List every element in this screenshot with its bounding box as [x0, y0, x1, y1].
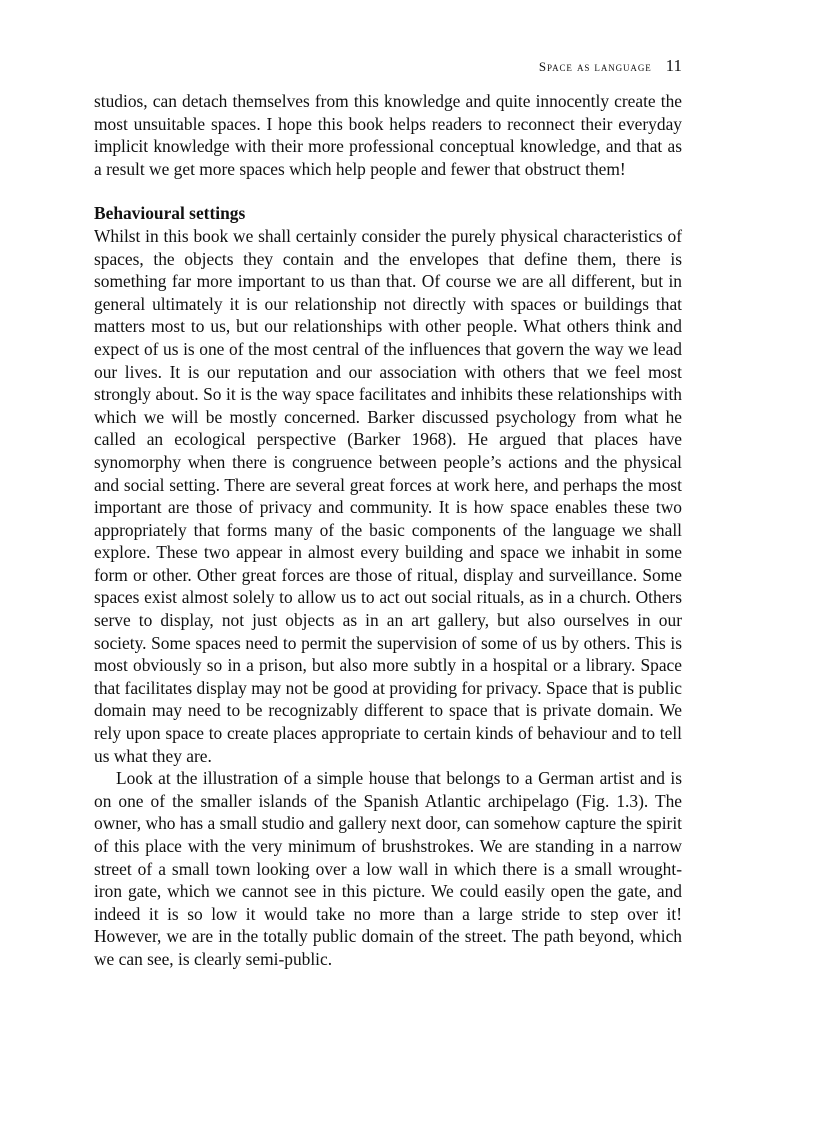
running-head — [539, 56, 682, 76]
body-text — [94, 90, 682, 971]
paragraph-illustration: Look at the illustration of a simple house that belongs to a German artist and is on one of the smaller islands of the Spanish Atlantic archipelago (Fig. 1.3). The owner, who has a small studio and gallery next door, can somehow capture the spirit of this place with the very minimum of brushstrokes. We are standing in a narrow street of a small town looking over a low wall in which there is a small wrought-iron gate, which we cannot see in this picture. We could easily open the gate, and indeed it is so low it would take no more than a large stride to step over it! However, we are in the totally public domain of the street. The path beyond, which we can see, is clearly semi-public. — [94, 768, 682, 969]
page-number: 11 — [665, 56, 682, 75]
paragraph-behavioural-settings: Whilst in this book we shall certainly consider the purely physical characteristics of spaces, the objects they contain and the envelopes that define them, there is something far more important to us than that. Of course we are all different, but in general ultimately it is our relationship not directly with spaces or buildings that matters most to us, but our relationships with other people. What others think and expect of us is one of the most central of the influences that govern the way we lead our lives. It is our reputation and our association with others that we feel most strongly about. So it is the way space facilitates and inhibits these relationships with which we will be mostly concerned. Barker discussed psychology from what he called an ecological perspective (Barker 1968). He argued that places have synomorphy when there is congruence between people’s actions and the physical and social setting. There are several great forces at work here, and perhaps the most important are those of privacy and community. It is how space enables these two appropriately that forms many of the basic components of the language we shall explore. These two appear in almost every building and space we inhabit in some form or other. Other great forces are those of ritual, display and surveillance. Some spaces exist almost solely to allow us to act out social rituals, as in a church. Others serve to display, not just objects as in an art gallery, but also ourselves in our society. Some spaces need to permit the supervision of some of us by others. This is most obviously so in a prison, but also more subtly in a hospital or a library. Space that facilitates display may not be good at providing for privacy. Space that is public domain may need to be recognizably different to space that is private domain. We rely upon space to create places appropriate to certain kinds of behaviour and to tell us what they are. — [94, 225, 682, 766]
paragraph-continuation: studios, can detach themselves from this knowledge and quite innocently create the most unsuitable spaces. I hope this book helps readers to reconnect their everyday implicit knowledge with their more professional conceptual knowledge, and that as a result we get more spaces which help people and fewer that obstruct them! — [94, 91, 682, 179]
running-head-title: Space as language — [538, 59, 652, 74]
section-heading: Behavioural settings — [94, 203, 246, 224]
